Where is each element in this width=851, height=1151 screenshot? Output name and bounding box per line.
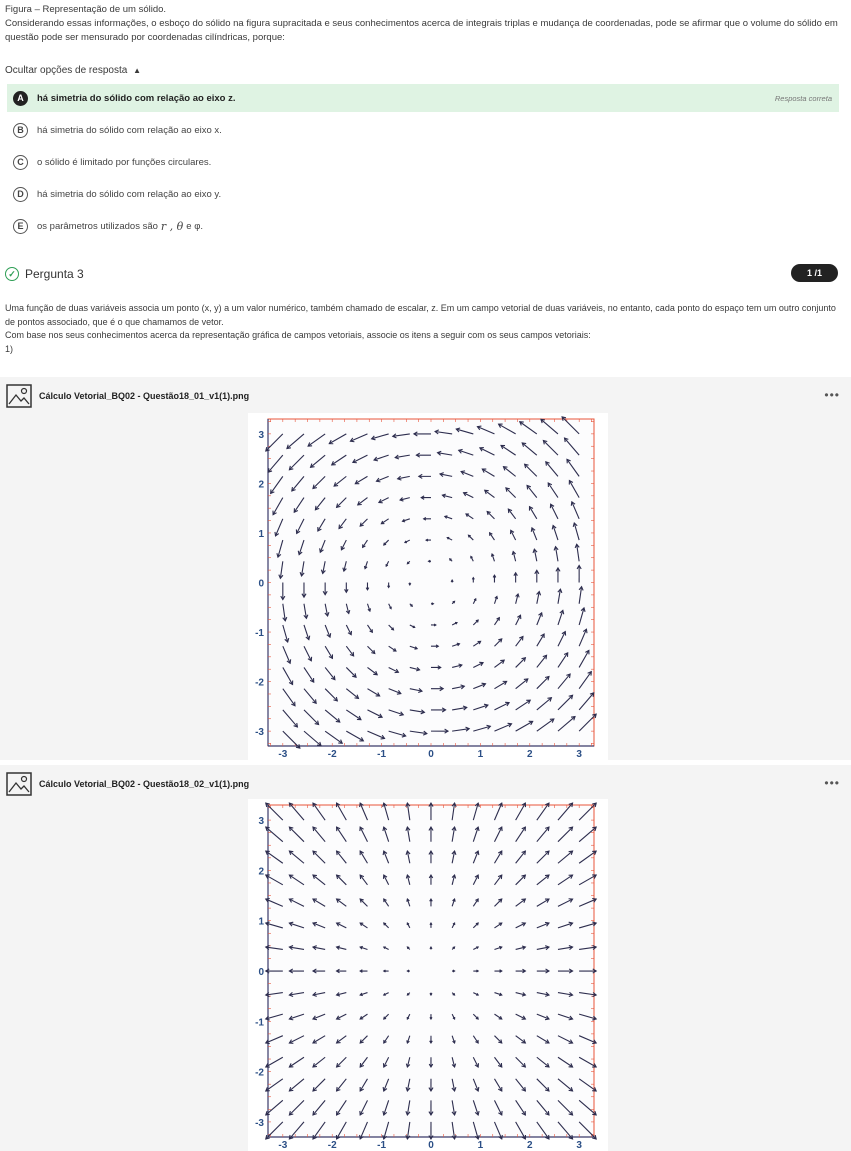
y-tick-label: -2 [255,1067,264,1079]
x-tick-label: -2 [327,1140,337,1151]
y-tick-label: -1 [255,628,264,640]
answer-options [7,84,839,244]
attachment-1 [0,377,851,760]
x-tick-label: -1 [377,749,387,760]
x-tick-label: 2 [527,749,533,760]
x-tick-label: 0 [428,749,434,760]
chevron-up-icon: ▲ [133,66,141,75]
x-tick-label: 0 [428,1140,434,1151]
y-tick-label: 2 [258,866,264,878]
x-tick-label: 2 [527,1140,533,1151]
more-options-icon[interactable]: ••• [824,776,840,790]
y-tick-label: -3 [255,727,264,739]
check-circle-icon: ✓ [5,267,19,281]
option-text: o sólido é limitado por funções circulares. [37,156,212,168]
y-tick-label: -3 [255,1117,264,1129]
y-tick-label: 0 [258,967,264,978]
attachment-header [0,765,851,803]
y-tick-label: 1 [258,916,264,928]
option-letter: E [13,219,28,234]
x-tick-label: 1 [477,1140,484,1151]
question-intro [5,3,845,45]
image-file-icon [6,772,32,796]
correct-answer-label: Resposta correta [774,93,832,103]
y-tick-label: 3 [258,816,264,828]
y-tick-label: -1 [255,1017,264,1029]
option-b[interactable] [7,116,839,144]
option-a[interactable] [7,84,839,112]
x-tick-label: -3 [278,749,288,760]
option-letter: C [13,155,28,170]
x-tick-label: -2 [327,749,337,760]
question-paragraph: Uma função de duas variáveis associa um ponto (x, y) a um valor numérico, também chamado de escalar, z. Em um campo vetorial de duas variáveis, no entanto, cada ponto do espaço tem um outro conjunto de pontos associado, que é o que chamamos de vetor. [5,303,836,327]
x-tick-label: 3 [576,749,582,760]
y-tick-label: 1 [258,528,264,540]
question-body [5,302,840,356]
attachment-filename[interactable]: Cálculo Vetorial_BQ02 - Questão18_02_v1(1).png [39,779,250,789]
x-tick-label: 1 [477,749,484,760]
question-title: Pergunta 3 [25,267,84,281]
option-text-before: os parâmetros utilizados são [37,220,158,232]
attachment-header [0,377,851,415]
option-d[interactable] [7,180,839,208]
option-letter: D [13,187,28,202]
option-text: há simetria do sólido com relação ao eixo y. [37,188,222,200]
question-item-number: 1) [5,343,14,354]
y-tick-label: -2 [255,677,264,689]
option-text: há simetria do sólido com relação ao eixo x. [37,124,222,136]
x-tick-label: -1 [377,1140,387,1151]
y-tick-label: 3 [258,429,264,441]
option-c[interactable] [7,148,839,176]
question-statement: Considerando essas informações, o esboço do sólido na figura supracitada e seus conhecimentos acerca de integrais triplas e mudança de coordenadas, pode se afirmar que o volume do sólido em questão pode ser mensurado por coordenadas cilíndricas, porque: [5,18,838,43]
x-tick-label: 3 [576,1140,582,1151]
y-tick-label: 0 [258,578,264,590]
question-header [5,263,838,285]
option-text-after: e φ. [186,220,204,232]
more-options-icon[interactable]: ••• [824,388,840,402]
plot-frame [268,419,594,746]
hide-options-toggle[interactable] [5,65,141,76]
y-tick-label: 2 [258,479,264,491]
vector-field-plot-2 [248,799,608,1151]
figure-caption: Figura – Representação de um sólido. [5,4,167,15]
attachment-2 [0,765,851,1151]
option-letter: B [13,123,28,138]
option-e[interactable] [7,212,839,240]
attachment-filename[interactable]: Cálculo Vetorial_BQ02 - Questão18_01_v1(1).png [39,391,250,401]
score-badge: 1 /1 [791,264,838,282]
hide-options-label: Ocultar opções de resposta [5,65,128,76]
vector-field-plot-1 [248,413,608,760]
option-letter: A [13,91,28,106]
image-file-icon [6,384,32,408]
option-text: há simetria do sólido com relação ao eixo z. [37,92,236,104]
option-math: r , θ [160,219,184,233]
x-tick-label: -3 [278,1140,288,1151]
question-paragraph: Com base nos seus conhecimentos acerca da representação gráfica de campos vetoriais, associe os itens a seguir com os seus campos vetoriais: [5,330,591,340]
